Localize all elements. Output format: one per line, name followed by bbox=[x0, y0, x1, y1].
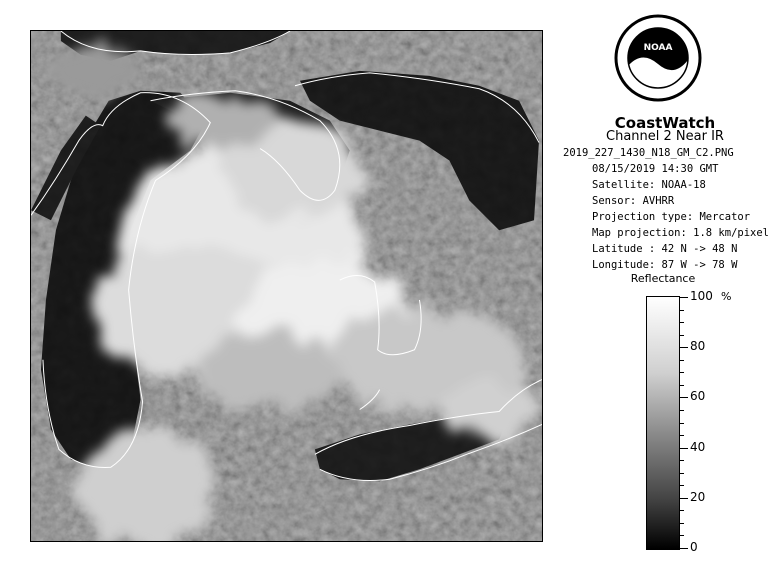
filename-text: 2019_227_1430_N18_GM_C2.PNG bbox=[563, 147, 734, 159]
colorbar-minor-tick bbox=[680, 322, 684, 323]
colorbar-tick-mark bbox=[680, 448, 688, 449]
colorbar-minor-tick bbox=[680, 335, 684, 336]
colorbar-tick-mark bbox=[680, 297, 688, 298]
noaa-logo bbox=[614, 14, 702, 112]
colorbar-minor-tick bbox=[680, 360, 684, 361]
colorbar-minor-tick bbox=[680, 460, 684, 461]
colorbar-minor-tick bbox=[680, 535, 684, 536]
colorbar-tick-mark bbox=[680, 548, 688, 549]
colorbar-minor-tick bbox=[680, 310, 684, 311]
colorbar-tick-label: 20 bbox=[690, 489, 706, 504]
sensor-text: Sensor: AVHRR bbox=[592, 195, 675, 207]
colorbar-tick-mark bbox=[680, 347, 688, 348]
legend-unit: % bbox=[721, 290, 732, 303]
colorbar-minor-tick bbox=[680, 435, 684, 436]
satellite-image bbox=[30, 30, 543, 542]
datetime-text: 08/15/2019 14:30 GMT bbox=[592, 163, 719, 175]
channel-subtitle: Channel 2 Near IR bbox=[606, 129, 724, 144]
logo-text: NOAA bbox=[643, 43, 673, 53]
colorbar-tick-label: 0 bbox=[690, 540, 698, 554]
legend-label: Reflectance bbox=[630, 272, 696, 285]
colorbar-tick-label: 80 bbox=[690, 339, 706, 354]
colorbar-minor-tick bbox=[680, 510, 684, 511]
colorbar-minor-tick bbox=[680, 423, 684, 424]
map-projection-text: Map projection: 1.8 km/pixel bbox=[592, 227, 770, 239]
colorbar-tick-label: 100 bbox=[690, 289, 713, 303]
colorbar-minor-tick bbox=[680, 523, 684, 524]
colorbar-tick-mark bbox=[680, 397, 688, 398]
longitude-text: Longitude: 87 W -> 78 W bbox=[592, 259, 738, 271]
satellite-text: Satellite: NOAA-18 bbox=[592, 179, 706, 191]
colorbar-minor-tick bbox=[680, 372, 684, 373]
projection-type-text: Projection type: Mercator bbox=[592, 211, 751, 223]
colorbar-tick-label: 60 bbox=[690, 389, 706, 404]
colorbar-minor-tick bbox=[680, 473, 684, 474]
colorbar-tick-label: 40 bbox=[690, 439, 706, 454]
reflectance-colorbar bbox=[646, 296, 680, 550]
colorbar-tick-mark bbox=[680, 498, 688, 499]
latitude-text: Latitude : 42 N -> 48 N bbox=[592, 243, 738, 255]
colorbar-minor-tick bbox=[680, 410, 684, 411]
colorbar-minor-tick bbox=[680, 485, 684, 486]
product-title: CoastWatch bbox=[614, 114, 716, 132]
colorbar-minor-tick bbox=[680, 385, 684, 386]
